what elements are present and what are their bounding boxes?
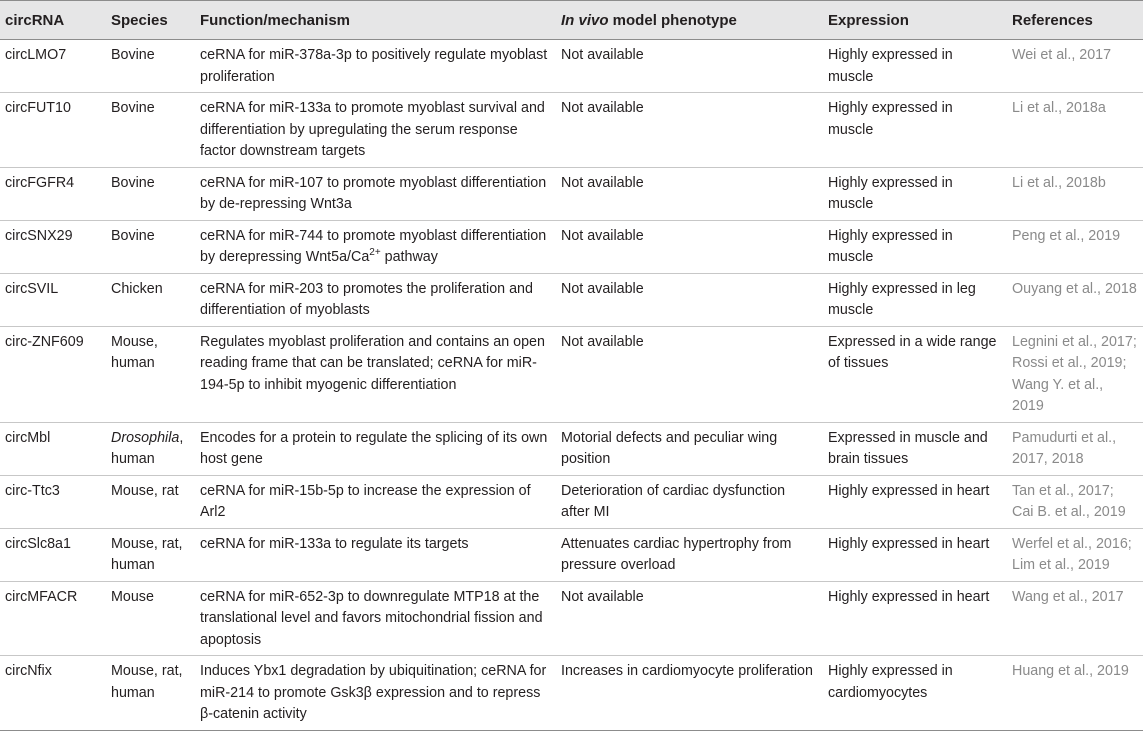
cell-function: Regulates myoblast proliferation and contains an open reading frame that can be translated; ceRNA for miR-194-5p to inhibit myogenic differentiation — [195, 326, 556, 422]
cell-function: ceRNA for miR-133a to promote myoblast survival and differentiation by upregulating the serum response factor downstream targets — [195, 93, 556, 168]
header-circrna: circRNA — [0, 1, 106, 40]
cell-phenotype: Not available — [556, 93, 823, 168]
species-rest: , human — [111, 429, 184, 467]
cell-phenotype: Motorial defects and peculiar wing position — [556, 422, 823, 475]
cell-function: ceRNA for miR-15b-5p to increase the expression of Arl2 — [195, 475, 556, 528]
table-row — [0, 220, 1143, 273]
table-row — [0, 656, 1143, 731]
cell-function: ceRNA for miR-378a-3p to positively regulate myoblast proliferation — [195, 40, 556, 93]
cell-function: ceRNA for miR-107 to promote myoblast differentiation by de-repressing Wnt3a — [195, 167, 556, 220]
table-row — [0, 326, 1143, 422]
cell-reference-link[interactable]: Li et al., 2018b — [1007, 167, 1143, 220]
cell-expression: Expressed in a wide range of tissues — [823, 326, 1007, 422]
table-row — [0, 273, 1143, 326]
cell-phenotype: Deterioration of cardiac dysfunction after MI — [556, 475, 823, 528]
header-row — [0, 1, 1143, 40]
header-species: Species — [106, 1, 195, 40]
cell-species: Mouse, rat — [106, 475, 195, 528]
header-phenotype-italic: In vivo — [561, 11, 609, 29]
cell-circrna: circSlc8a1 — [0, 528, 106, 581]
table-row — [0, 475, 1143, 528]
cell-reference-link[interactable]: Li et al., 2018a — [1007, 93, 1143, 168]
cell-reference-link[interactable]: Legnini et al., 2017; Rossi et al., 2019; Wang Y. et al., 2019 — [1007, 326, 1143, 422]
cell-circrna: circSNX29 — [0, 220, 106, 273]
cell-reference-link[interactable]: Peng et al., 2019 — [1007, 220, 1143, 273]
header-expression: Expression — [823, 1, 1007, 40]
header-phenotype-rest: model phenotype — [608, 11, 737, 29]
cell-expression: Highly expressed in heart — [823, 475, 1007, 528]
cell-circrna: circMbl — [0, 422, 106, 475]
cell-phenotype: Attenuates cardiac hypertrophy from pressure overload — [556, 528, 823, 581]
cell-expression: Expressed in muscle and brain tissues — [823, 422, 1007, 475]
cell-phenotype: Not available — [556, 40, 823, 93]
table-row — [0, 93, 1143, 168]
cell-reference-link[interactable]: Ouyang et al., 2018 — [1007, 273, 1143, 326]
cell-species — [106, 422, 195, 475]
cell-circrna: circNfix — [0, 656, 106, 731]
cell-reference-link[interactable]: Werfel et al., 2016; Lim et al., 2019 — [1007, 528, 1143, 581]
cell-phenotype: Not available — [556, 273, 823, 326]
cell-species: Mouse, human — [106, 326, 195, 422]
species-italic: Drosophila — [111, 429, 180, 446]
cell-phenotype: Not available — [556, 167, 823, 220]
cell-reference-link[interactable]: Pamudurti et al., 2017, 2018 — [1007, 422, 1143, 475]
cell-phenotype: Not available — [556, 220, 823, 273]
cell-function: ceRNA for miR-133a to regulate its targets — [195, 528, 556, 581]
cell-phenotype: Not available — [556, 326, 823, 422]
cell-species: Mouse — [106, 581, 195, 656]
cell-species: Chicken — [106, 273, 195, 326]
cell-species: Bovine — [106, 167, 195, 220]
cell-species: Bovine — [106, 40, 195, 93]
cell-expression: Highly expressed in leg muscle — [823, 273, 1007, 326]
header-function: Function/mechanism — [195, 1, 556, 40]
header-references: References — [1007, 1, 1143, 40]
cell-function: Encodes for a protein to regulate the splicing of its own host gene — [195, 422, 556, 475]
cell-circrna: circFUT10 — [0, 93, 106, 168]
function-text-end: pathway — [380, 249, 438, 265]
cell-expression: Highly expressed in muscle — [823, 40, 1007, 93]
function-text: ceRNA for miR-744 to promote myoblast differentiation by derepressing Wnt5a/Ca — [200, 227, 547, 265]
cell-expression: Highly expressed in heart — [823, 581, 1007, 656]
function-superscript: 2+ — [369, 247, 381, 259]
header-phenotype — [556, 1, 823, 40]
cell-reference-link[interactable]: Wang et al., 2017 — [1007, 581, 1143, 656]
cell-species: Bovine — [106, 220, 195, 273]
cell-phenotype: Increases in cardiomyocyte proliferation — [556, 656, 823, 731]
table-row — [0, 422, 1143, 475]
cell-reference-link[interactable]: Wei et al., 2017 — [1007, 40, 1143, 93]
cell-reference-link[interactable]: Tan et al., 2017; Cai B. et al., 2019 — [1007, 475, 1143, 528]
cell-function: ceRNA for miR-203 to promotes the proliferation and differentiation of myoblasts — [195, 273, 556, 326]
table-row — [0, 581, 1143, 656]
cell-circrna: circSVIL — [0, 273, 106, 326]
cell-circrna: circ-ZNF609 — [0, 326, 106, 422]
cell-reference-link[interactable]: Huang et al., 2019 — [1007, 656, 1143, 731]
cell-circrna: circFGFR4 — [0, 167, 106, 220]
cell-expression: Highly expressed in muscle — [823, 167, 1007, 220]
table-row — [0, 40, 1143, 93]
cell-species: Bovine — [106, 93, 195, 168]
table-row — [0, 167, 1143, 220]
cell-function — [195, 220, 556, 273]
table-header — [0, 1, 1143, 40]
cell-circrna: circ-Ttc3 — [0, 475, 106, 528]
table-row — [0, 528, 1143, 581]
cell-function: ceRNA for miR-652-3p to downregulate MTP18 at the translational level and favors mitochondrial fission and apoptosis — [195, 581, 556, 656]
cell-circrna: circLMO7 — [0, 40, 106, 93]
cell-phenotype: Not available — [556, 581, 823, 656]
cell-circrna: circMFACR — [0, 581, 106, 656]
cell-expression: Highly expressed in cardiomyocytes — [823, 656, 1007, 731]
cell-expression: Highly expressed in heart — [823, 528, 1007, 581]
cell-species: Mouse, rat, human — [106, 528, 195, 581]
cell-expression: Highly expressed in muscle — [823, 220, 1007, 273]
table-body — [0, 40, 1143, 731]
cell-species: Mouse, rat, human — [106, 656, 195, 731]
cell-function: Induces Ybx1 degradation by ubiquitination; ceRNA for miR-214 to promote Gsk3β expression and to repress β-catenin activity — [195, 656, 556, 731]
cell-expression: Highly expressed in muscle — [823, 93, 1007, 168]
